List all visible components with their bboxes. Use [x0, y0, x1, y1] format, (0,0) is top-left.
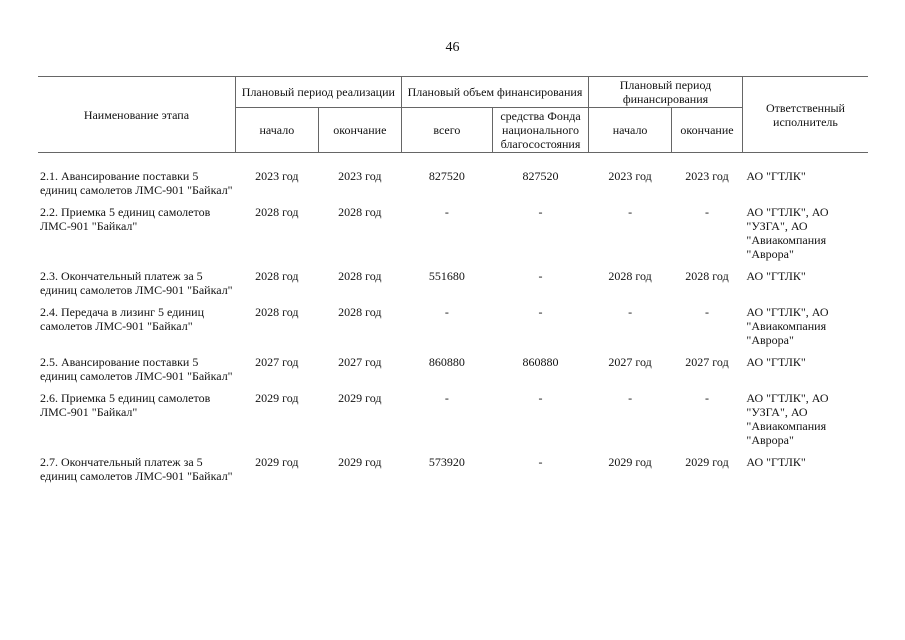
- nwf-cell: 860880: [522, 355, 559, 369]
- header-nwf: средства Фонда национального благосостояния: [492, 108, 588, 153]
- header-impl-end: окончание: [318, 108, 401, 153]
- table-row: [38, 455, 868, 491]
- table-row: [38, 355, 868, 391]
- executor-cell: АО "ГТЛК": [746, 169, 806, 183]
- header-impl-period: Плановый период реализации: [235, 77, 401, 108]
- impl-end-cell: 2027 год: [338, 355, 382, 369]
- impl-start-cell: 2028 год: [255, 205, 299, 219]
- total-cell: 827520: [428, 169, 465, 183]
- table-row: [38, 205, 868, 269]
- executor-cell: АО "ГТЛК": [746, 355, 806, 369]
- table-row: [38, 169, 868, 205]
- table-row: [38, 391, 868, 455]
- stage-name-cell: 2.1. Авансирование поставки 5 единиц самолетов ЛМС-901 "Байкал": [40, 169, 233, 197]
- executor-cell: АО "ГТЛК": [746, 269, 806, 283]
- impl-end-cell: 2029 год: [338, 391, 382, 405]
- impl-end-cell: 2028 год: [338, 269, 382, 283]
- nwf-cell: -: [538, 455, 543, 469]
- fin-end-cell: 2029 год: [685, 455, 729, 469]
- stage-name-cell: 2.7. Окончательный платеж за 5 единиц самолетов ЛМС-901 "Байкал": [40, 455, 233, 483]
- stage-name-cell: 2.6. Приемка 5 единиц самолетов ЛМС-901 "Байкал": [40, 391, 211, 419]
- header-fin-start: начало: [589, 108, 672, 153]
- nwf-cell: 827520: [522, 169, 559, 183]
- impl-start-cell: 2028 год: [255, 305, 299, 319]
- total-cell: 551680: [428, 269, 465, 283]
- fin-end-cell: 2028 год: [685, 269, 729, 283]
- fin-end-cell: -: [704, 305, 709, 319]
- header-executor: Ответственный исполнитель: [742, 77, 868, 153]
- stage-name-cell: 2.3. Окончательный платеж за 5 единиц самолетов ЛМС-901 "Байкал": [40, 269, 233, 297]
- page-number: 46: [445, 40, 460, 55]
- nwf-cell: -: [538, 269, 543, 283]
- total-cell: -: [444, 305, 449, 319]
- executor-cell: АО "ГТЛК": [746, 455, 806, 469]
- impl-start-cell: 2027 год: [255, 355, 299, 369]
- total-cell: -: [444, 205, 449, 219]
- fin-start-cell: 2029 год: [608, 455, 652, 469]
- impl-end-cell: 2028 год: [338, 205, 382, 219]
- header-total: всего: [401, 108, 492, 153]
- impl-end-cell: 2029 год: [338, 455, 382, 469]
- header-fin-end: окончание: [672, 108, 743, 153]
- table-row: [38, 269, 868, 305]
- fin-start-cell: 2027 год: [608, 355, 652, 369]
- fin-start-cell: -: [628, 305, 633, 319]
- impl-start-cell: 2028 год: [255, 269, 299, 283]
- header-stage-name: Наименование этапа: [38, 77, 235, 153]
- executor-cell: АО "ГТЛК", АО "Авиакомпания "Аврора": [746, 305, 829, 347]
- nwf-cell: -: [538, 305, 543, 319]
- fin-end-cell: -: [704, 391, 709, 405]
- table-row: [38, 305, 868, 355]
- impl-end-cell: 2023 год: [338, 169, 382, 183]
- nwf-cell: -: [538, 205, 543, 219]
- fin-end-cell: 2027 год: [685, 355, 729, 369]
- executor-cell: АО "ГТЛК", АО "УЗГА", АО "Авиакомпания "Аврора": [746, 205, 829, 261]
- header-impl-start: начало: [235, 108, 318, 153]
- fin-end-cell: 2023 год: [685, 169, 729, 183]
- executor-cell: АО "ГТЛК", АО "УЗГА", АО "Авиакомпания "Аврора": [746, 391, 829, 447]
- impl-end-cell: 2028 год: [338, 305, 382, 319]
- fin-start-cell: -: [628, 391, 633, 405]
- fin-start-cell: 2023 год: [608, 169, 652, 183]
- fin-start-cell: -: [628, 205, 633, 219]
- impl-start-cell: 2029 год: [255, 455, 299, 469]
- header-funding-volume: Плановый объем финансирования: [401, 77, 588, 108]
- stage-name-cell: 2.2. Приемка 5 единиц самолетов ЛМС-901 "Байкал": [40, 205, 211, 233]
- total-cell: -: [444, 391, 449, 405]
- nwf-cell: -: [538, 391, 543, 405]
- fin-start-cell: 2028 год: [608, 269, 652, 283]
- impl-start-cell: 2029 год: [255, 391, 299, 405]
- table-header: [38, 77, 868, 153]
- total-cell: 573920: [428, 455, 465, 469]
- impl-start-cell: 2023 год: [255, 169, 299, 183]
- table-body: [38, 153, 868, 492]
- total-cell: 860880: [428, 355, 465, 369]
- fin-end-cell: -: [704, 205, 709, 219]
- plan-table: [38, 76, 868, 491]
- stage-name-cell: 2.4. Передача в лизинг 5 единиц самолетов ЛМС-901 "Байкал": [40, 305, 205, 333]
- header-funding-period: Плановый период финансирования: [589, 77, 743, 108]
- stage-name-cell: 2.5. Авансирование поставки 5 единиц самолетов ЛМС-901 "Байкал": [40, 355, 233, 383]
